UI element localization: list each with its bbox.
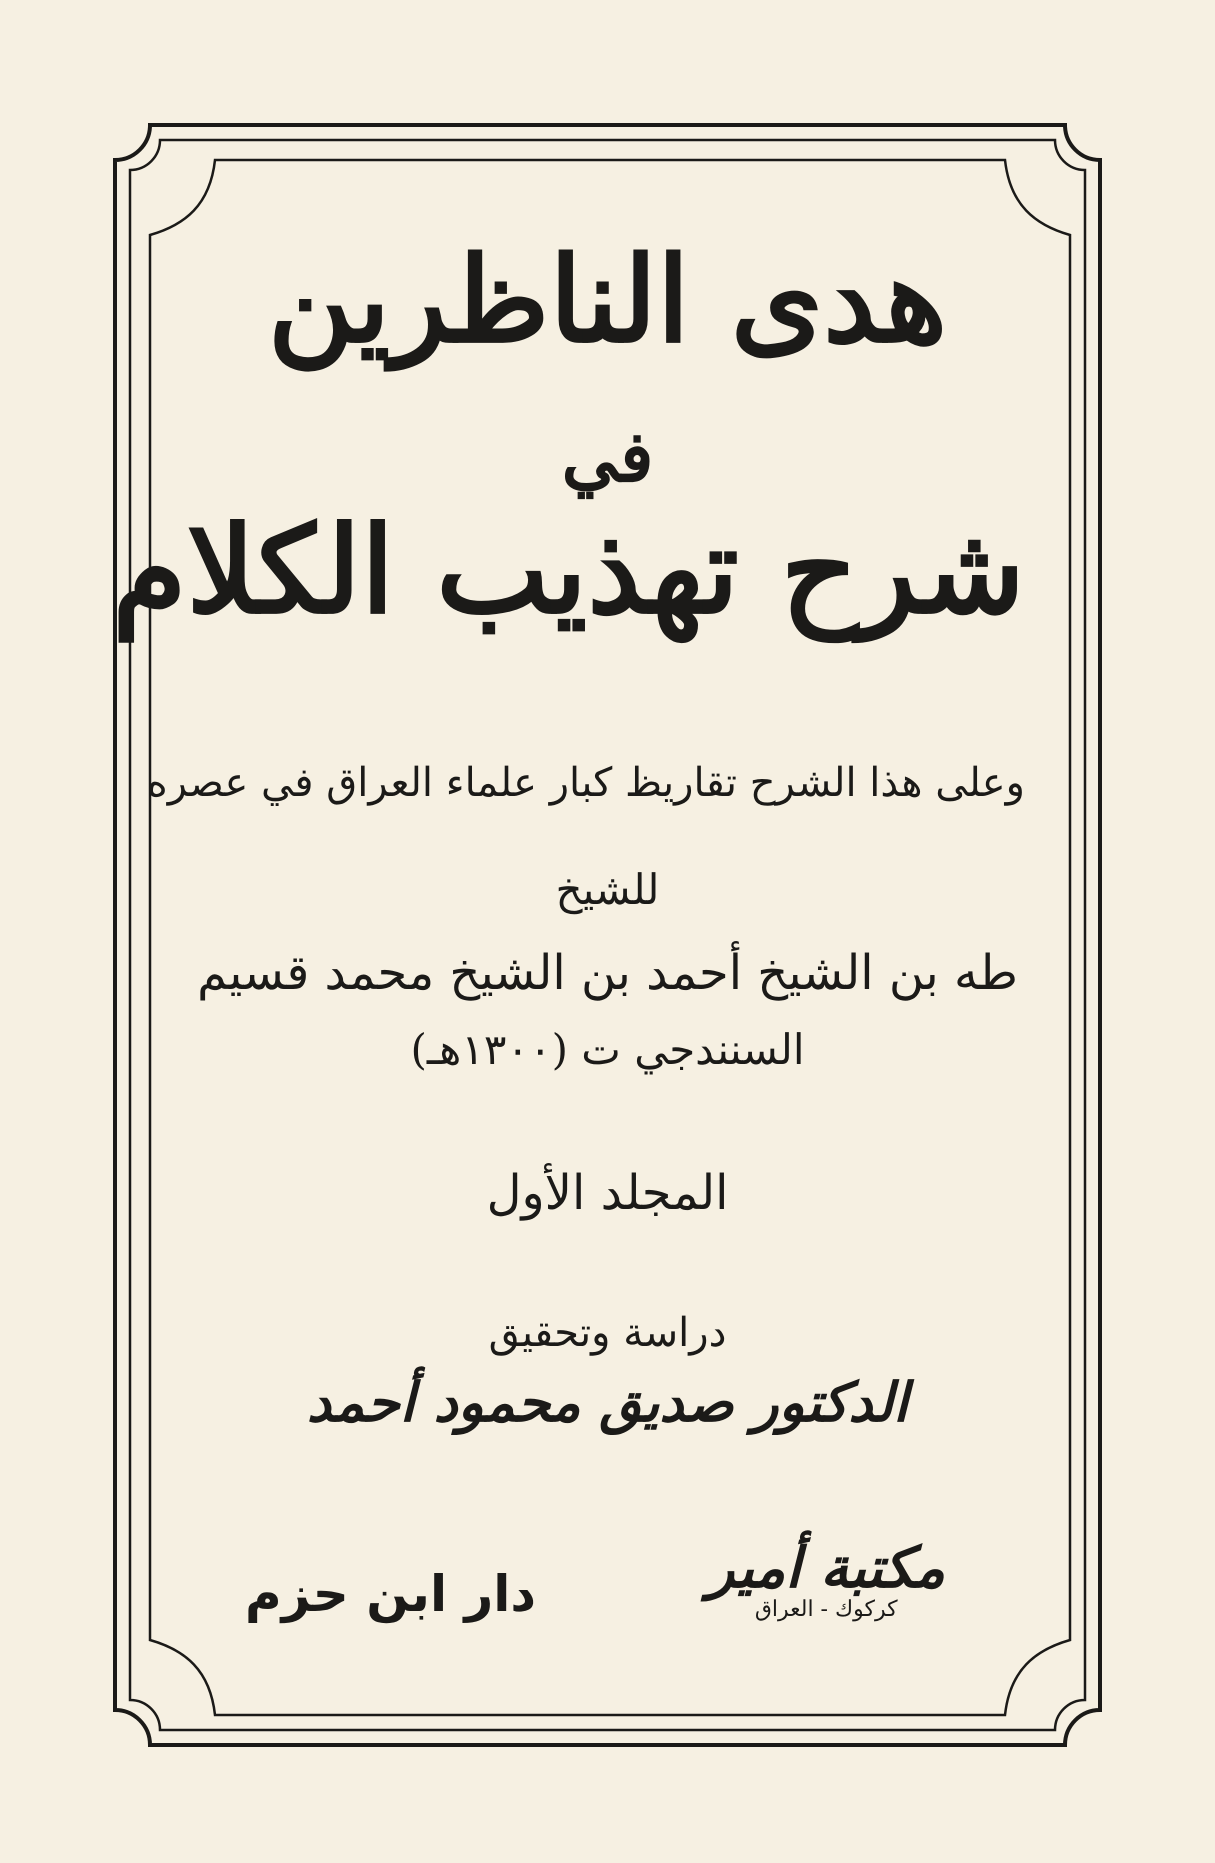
content-area xyxy=(112,200,1025,1650)
editor-label: دراسة وتحقيق xyxy=(488,1310,727,1356)
book-title-connector: في xyxy=(561,415,654,498)
author-name: طه بن الشيخ أحمد بن الشيخ محمد قسيم xyxy=(197,945,1018,1001)
book-subtitle: وعلى هذا الشرح تقاريظ كبار علماء العراق في عصره xyxy=(146,760,1025,806)
book-title-line2: شرح تهذيب الكلام xyxy=(112,500,1025,641)
editor-name: الدكتور صديق محمود أحمد xyxy=(306,1370,909,1434)
publisher-logo-maktabat-amir xyxy=(707,1535,945,1622)
volume-label: المجلد الأول xyxy=(486,1165,729,1221)
publisher-right-name: مكتبة أمير xyxy=(707,1535,945,1601)
author-nisba-death: السنندجي ت (١٣٠٠هـ) xyxy=(410,1025,805,1074)
publisher-right-city: كركوك - العراق xyxy=(754,1597,898,1622)
publisher-logo-dar-ibn-hazm: دار ابن حزم xyxy=(245,1565,537,1623)
author-label: للشيخ xyxy=(555,865,660,914)
book-title-line1: هدى الناظرين xyxy=(267,230,948,369)
